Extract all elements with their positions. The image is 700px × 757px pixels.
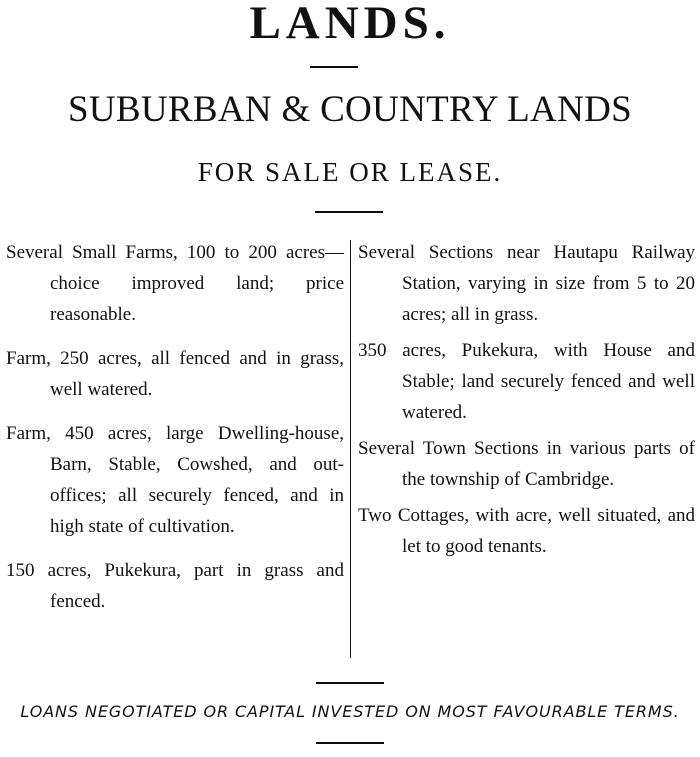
subtitle: SUBURBAN & COUNTRY LANDS <box>68 89 632 130</box>
listing-item: Several Sections near Hautapu Railway Station, varying in size from 5 to 20 acres; all in grass. <box>358 242 695 325</box>
footer-notice: LOANS NEGOTIATED OR CAPITAL INVESTED ON MOST FAVOURABLE TERMS. <box>20 702 680 721</box>
page-title: LANDS. <box>249 0 451 49</box>
listings-left-column <box>6 237 344 617</box>
listing-item: Farm, 450 acres, large Dwelling-house, Barn, Stable, Cowshed, and out-offices; all securely fenced, and in high state of cultivation. <box>6 423 344 537</box>
listings-right-column <box>358 237 695 562</box>
column-divider <box>350 240 351 658</box>
listing-item: 150 acres, Pukekura, part in grass and fenced. <box>6 560 344 612</box>
listing-item: Farm, 250 acres, all fenced and in grass, well watered. <box>6 348 344 400</box>
divider-rule <box>316 682 384 684</box>
listing-item: 350 acres, Pukekura, with House and Stable; land securely fenced and well watered. <box>358 340 695 423</box>
listing-item: Several Town Sections in various parts of the township of Cambridge. <box>358 438 695 490</box>
listing-item: Two Cottages, with acre, well situated, and let to good tenants. <box>358 505 695 557</box>
divider-rule <box>310 66 358 68</box>
divider-rule <box>316 742 384 744</box>
listing-item: Several Small Farms, 100 to 200 acres—choice improved land; price reasonable. <box>6 242 344 325</box>
sale-lease-heading: FOR SALE OR LEASE. <box>197 157 503 187</box>
divider-rule <box>315 211 383 213</box>
